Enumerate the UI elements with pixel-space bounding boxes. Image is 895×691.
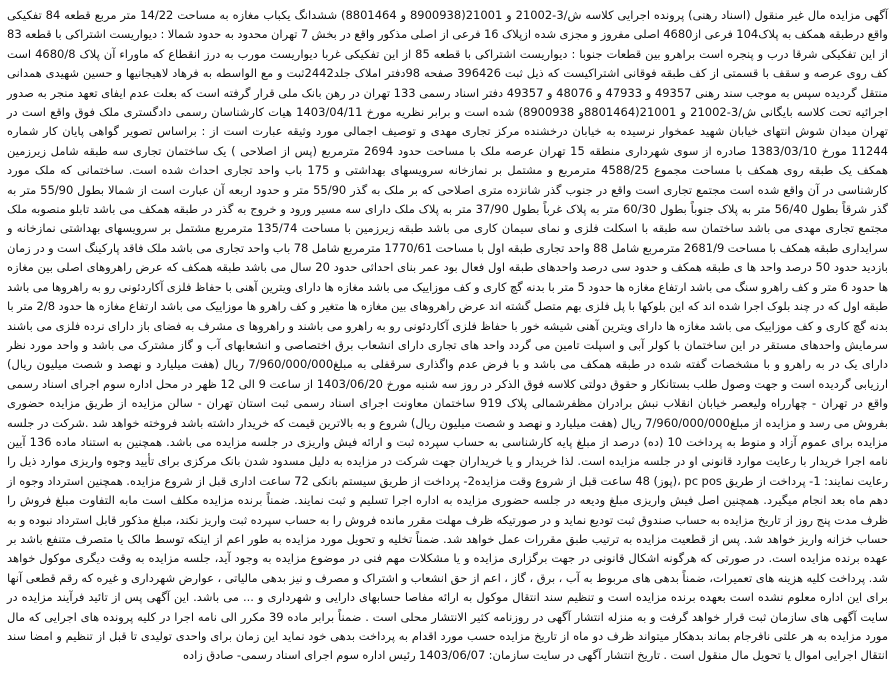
notice-body: آگهی مزایده مال غیر منقول (اسناد رهنی) پرونده اجرایی کلاسه ش/3-21002 و 21001(8900938 و 8801464) ششدانگ یکباب مغازه به مساحت 14/22 متر مربع قطعه 84 تفکیکی واقع درطبقه همکف به پلاک104 فرعی از4680 اصلی مفروز و مجزی شده ازپلاک 16 فرعی از اصلی مذکور واقع در بخش 7 تهران محدود به حدود شمالا : دیواریست اشتراکی با قطعه 83 از این تفکیکی شرقا درب و پنجره است براهرو بین قطعات جنوبا : دیواریست اشتراکی با قطعه 85 از این تفکیکی غربا دیواریست مورب به درز انقطاع که ماوراء آن پلاک 4680/8 است کف روی عرصه و سقف با قسمتی از کف طبقه فوقانی اشتراکیست که ذیل ثبت 396426 صفحه 98دفتر املاک جلد2442ثبت و مع الواسطه به فرهاد لاهیجانیها و حسین شهیدی همدانی منتقل گردیده سپس به موجب سند رهنی 49357 و 47933 و 48076 و 49357 دفتر اسناد رسمی 133 تهران در رهن بانک ملی قرار گرفته است که بعلت عدم ایفای تعهد منجر به صدور اجرائیه تحت کلاسه بایگانی ش/3-21002 و 21001(8801464و 8900938) شده است و برابر نظریه مورخ 1403/04/11 هیات کارشناسان رسمی دادگستری ملک فوق واقع است در تهران میدان شوش انتهای خیابان شهید عمخوار نرسیده به خیابان درخشنده مرکز تجاری مهدی و توصیف اجمالی مورد وثیقه عبارت است از : براساس تصویر گواهی پایان کار شماره 11244 مورخ 1383/03/10 صادره از سوی شهرداری منطقه 15 تهران عرصه ملک با مساحت حدود 2694 مترمربع (پس از اصلاحی ) یک ساختمان تجاری سه طبقه شامل زیرزمین همکف یک طبقه روی همکف با مساحت مجموع 4588/25 مترمربع و مشتمل بر نمازخانه سرویسهای بهداشتی و 175 باب واحد تجاری احداث شده است. ساختمانی که ملک مورد کارشناسی در آن واقع شده است مجتمع تجاری است واقع در جنوب گذر شانزده متری اصلاحی که بر ملک به گذر 55/90 متر و حدود اربعه آن عبارت است از شمالا بطول 55/90 متر به گذر شرقاً بطول 56/40 متر به پلاک جنوباً بطول 60/30 متر به پلاک غرباً بطول 37/90 متر به پلاک ملک دارای سه مسیر ورود و خروج به گذر در طبقه همکف می باشد تابلو منصوبه ملک مجتمع تجاری مهدی می باشد ساختمان سه طبقه با اسکلت فلزی و نمای سیمان کاری می باشد طبقه زیرزمین با مساحت 135/74 مترمربع مشتمل بر سرویسهای بهداشتی نمازخانه و سرایداری طبقه همکف با مساحت 2681/9 مترمربع شامل 88 واحد تجاری طبقه اول با مساحت 1770/61 مترمربع شامل 78 باب واحد تجاری می باشد ملک فاقد پارکینگ است و در زمان بازدید حدود 50 درصد واحد ها ی طبقه همکف و حدود سی درصد واحدهای طبقه اول فعال بود عمر بنای احداثی حدود 20 سال می باشد طبقه همکف که عرض راهروهای اصلی بین مغازه ها حدود 6 متر و کف راهرو سنگ می باشد ارتفاع مغازه ها حدود 5 متر با بدنه گچ کاری و کف موزاییک می باشد مغازه ها دارای ویترین آهنی با حفاظ فلزی آکاردئونی رو به راهروها می باشد طبقه اول که در چند بلوک اجرا شده اند که این بلوکها با پل فلزی بهم متصل گشته اند عرض راهروهای بین مغازه ها متغیر و کف راهرو ها موزاییک می باشد ارتفاع مغازه ها حدود 2/8 متر با بدنه گچ کاری و کف موزاییک می باشد مغازه ها دارای ویترین آهنی شیشه خور با حفاظ فلزی آکاردئونی رو به راهرو می باشند و راهروها ی مشرف به فضای باز دارای نرده فلزی می باشند سرمایش واحدهای مستقر در این ساختمان با کولر آبی و اسپلت تامین می گردد واحد های تجاری دارای انشعاب برق اختصاصی و انشعابهای آب و گاز مشترک می باشد و واحد مورد نظر دارای یک در به راهرو و با مشخصات گفته شده در طبقه همکف می باشد و با فرض عدم واگذاری سرقفلی به مبلغ7/960/000/000 ریال (هفت میلیارد و نهصد و شصت میلیون ریال) ارزیابی گردیده است و جهت وصول طلب بستانکار و حقوق دولتی کلاسه فوق الذکر در روز سه شنبه مورخ 1403/06/20 از ساعت 9 الی 12 ظهر در محل اداره سوم اجرای اسناد رسمی واقع در تهران - چهارراه ولیعصر خیابان انقلاب نبش برادران مظفرشمالی پلاک 919 ساختمان معاونت اجرای اسناد رسمی ثبت استان تهران - سالن مزایده از طریق مزایده حضوری بفروش می رسد و مزایده از مبلغ7/960/000/000 ریال (هفت میلیارد و نهصد و شصت میلیون ریال) شروع و به بالاترین قیمت که خریدار داشته باشد فروخته خواهد شد .شرکت در جلسه مزایده برای عموم آزاد و منوط به پرداخت 10 (ده) درصد از مبلغ پایه کارشناسی به حساب سپرده ثبت و ارائه فیش واریزی در جلسه مزایده می باشد. همچنین به استناد ماده 136 آیین نامه اجرا خریدار با رعایت موارد قانونی او در جلسه مزایده است. لذا خریدار و یا خریداران جهت شرکت در مزایده به دلیل مسدود شدن بانک مرکزی برای تأیید وجوه واریزی موارد ذیل را رعایت نمایند: 1- پرداخت از طریق pc pos ،(پوز) 48 ساعت قبل از شروع وقت مزایده2- پرداخت از طریق سیستم بانکی 72 ساعت اداری قبل از شروع مزایده. همچنین استرداد وجوه از دهم ماه بعد انجام میگیرد. همچنین اصل فیش واریزی مبلغ ودیعه در جلسه حضوری مزایده به اداره اجرا تسلیم و ثبت نمایند. ضمناً برنده مزایده مکلف است مابه التفاوت مبلغ فروش را ظرف مدت پنج روز از تاریخ مزایده به حساب صندوق ثبت تودیع نماید و در صورتیکه ظرف مهلت مقرر مانده فروش را به حساب سپرده ثبت واریز نکند، مبلغ مذکور قابل استرداد نبوده و به حساب خزانه واریز خواهد شد. پس از قطعیت مزایده به ترتیب طبق مقررات عمل خواهد شد. ضمناً تخلیه و تحویل مورد مزایده به طور اعم از اینکه توسط مالک یا متصرف متنفع باشد بر عهده برنده مزایده است. در صورتی که هرگونه اشکال قانونی در جهت برگزاری مزایده و یا مشکلات مهم فنی در موضوع مزایده به وجود آید، جلسه مزایده به وقت دیگری موکول خواهد شد. پرداخت کلیه هزینه های تعمیرات، ضمناً بدهی های مربوط به آب ، برق ، گاز ، اعم از حق انشعاب و اشتراک و مصرف و نیز بدهی مالیاتی ، عوارض شهرداری و غیره که رقم قطعی آنها برای این اداره معلوم نشده است بعهده برنده مزایده است و تنظیم سند انتقال موکول به ارائه مفاصا حسابهای دارایی و شهرداری و ... می باشد. این آگهی پس از تائید فرآیند مزایده در سایت آگهی های سازمان ثبت قرار خواهد گرفت و به منزله انتشار آگهی در روزنامه کثیر الانتشار محلی است . ضمناً برابر ماده 39 مکرر الی نامه اجرا در کلیه پرونده های اجرایی که مال مورد مزایده به هر علتی نافرجام بماند بدهکار میتواند ظرف دو ماه از تاریخ مزایده حسب مورد اقدام به پرداخت بدهی خود نماید این زمان برای واحدی تولیدی تا قبل از تنظیم و امضا سند انتقال اجرایی اموال یا تحویل مال منقول است . تاریخ انتشار آگهی در سایت سازمان: 1403/06/07 رئیس اداره سوم اجرای اسناد رسمی- صادق زاده xyxy=(7,8,889,663)
